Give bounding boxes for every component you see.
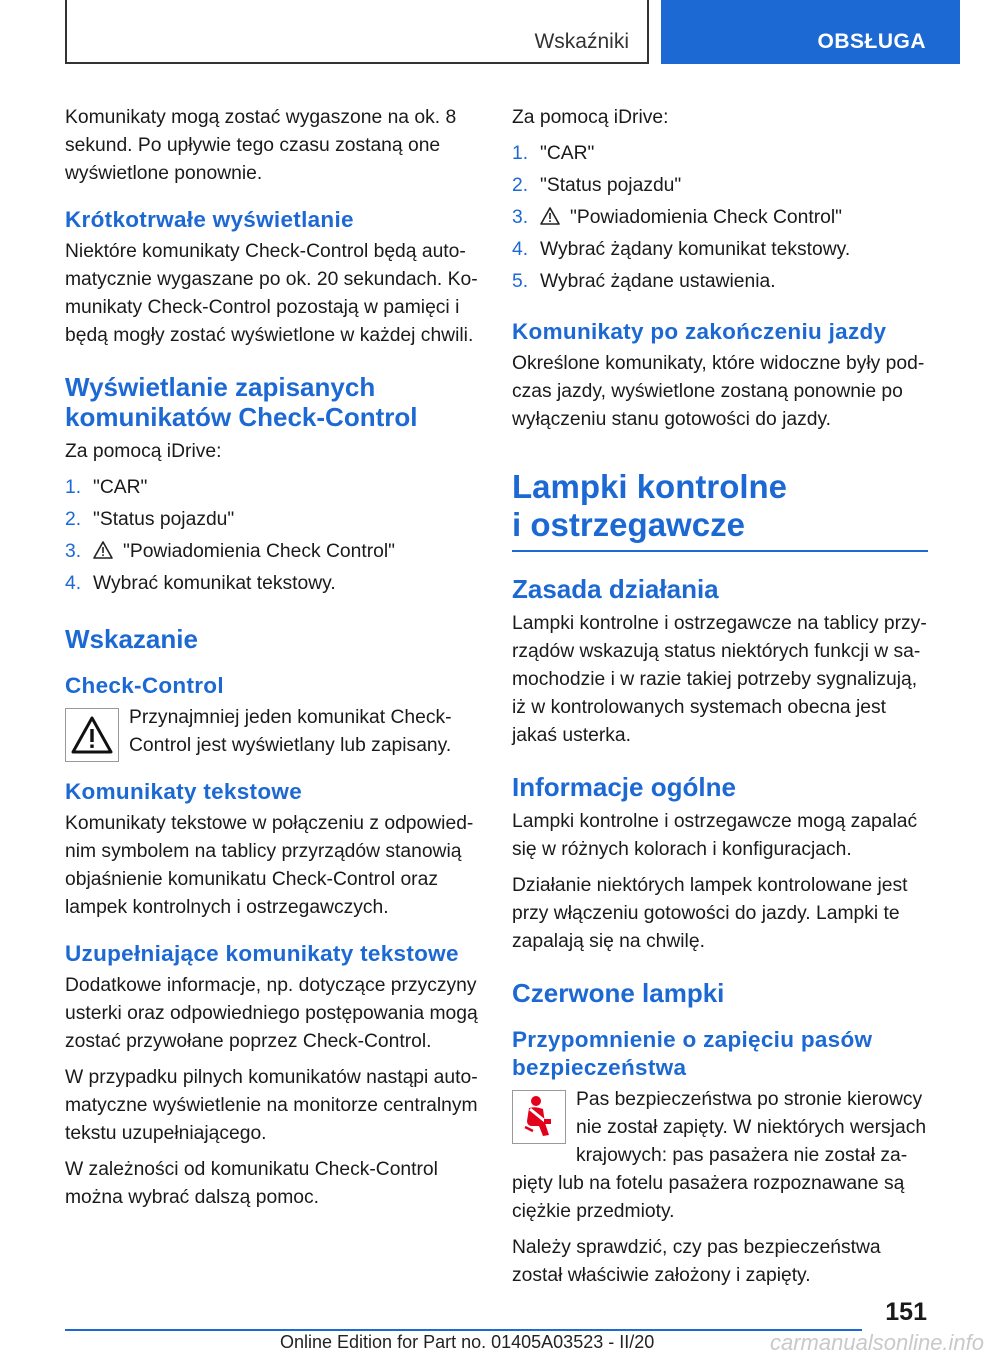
seatbelt-block [512, 1086, 928, 1226]
right-intro: Za pomocą iDrive: [512, 107, 669, 128]
step-number: 3. [512, 207, 529, 228]
step-text: "Powiadomienia Check Control" [570, 207, 842, 228]
heading-zapisane: Wyświetlanie zapisanych komunikatów Check-Control [65, 372, 418, 432]
list-item [512, 204, 928, 236]
heading-informacje-ogolne: Informacje ogólne [512, 772, 736, 802]
page-number: 151 [885, 1298, 927, 1326]
zapisane-intro: Za pomocą iDrive: [65, 441, 222, 462]
check-control-block [65, 704, 478, 760]
step-number: 2. [65, 509, 82, 530]
seatbelt-text: Pas bezpieczeństwa po stronie kierowcy nie został zapięty. W niektórych wersjach krajowych: pas pasażera nie został zapięty lub na fotelu pasażera rozpoznawane są ciężkie przedmioty. [512, 1089, 927, 1222]
chapter-tab [661, 0, 960, 64]
list-item [512, 268, 928, 300]
chapter-heading-line1: Lampki kontrolne [512, 468, 788, 505]
step-text: "Status pojazdu" [540, 175, 682, 196]
list-item [65, 474, 478, 506]
intro-paragraph: Komunikaty mogą zostać wygaszone na ok. 8 sekund. Po upływie tego czasu zostaną one wyświetlone ponownie. [65, 107, 457, 184]
footer-divider [65, 1329, 862, 1331]
seatbelt-icon [519, 1095, 559, 1139]
list-item [65, 538, 478, 570]
step-number: 3. [65, 541, 82, 562]
informacje-p2: Działanie niektórych lampek kontrolowane jest przy włączeniu gotowości do jazdy. Lampki te zapalają się na chwilę. [512, 875, 908, 952]
check-control-symbol [65, 708, 119, 762]
section-title: Wskaźniki [534, 30, 629, 53]
heading-komunikaty-tekstowe: Komunikaty tekstowe [65, 779, 303, 804]
heading-check-control: Check-Control [65, 673, 224, 698]
step-number: 2. [512, 175, 529, 196]
warning-triangle-icon [70, 715, 114, 755]
step-number: 5. [512, 271, 529, 292]
heading-po-zakonczeniu-jazdy: Komunikaty po zakończeniu jazdy [512, 319, 887, 344]
heading-czerwone-lampki: Czerwone lampki [512, 978, 725, 1008]
seatbelt-symbol [512, 1090, 566, 1144]
right-column [512, 104, 928, 1298]
seatbelt-p2: Należy sprawdzić, czy pas bezpieczeństwa został właściwie założony i zapięty. [512, 1237, 881, 1286]
zasada-text: Lampki kontrolne i ostrzegawcze na tablicy przyrządów wskazują status niektórych funkcji w samochodzie i w razie takiej potrzeby sygnalizują, iż w kontrolowanych systemach obecna jest jakaś usterka. [512, 613, 927, 746]
warning-triangle-icon [540, 207, 560, 225]
po-zakonczeniu-text: Określone komunikaty, które widoczne były podczas jazdy, wyświetlone zostaną ponownie po wyłączeniu stanu gotowości do jazdy. [512, 353, 925, 430]
heading-uzupelniajace: Uzupełniające komunikaty tekstowe [65, 941, 459, 966]
watermark: carmanualsonline.info [770, 1330, 984, 1355]
krotkotrwale-text: Niektóre komunikaty Check-Control będą automatycznie wygaszane po ok. 20 sekundach. Komunikaty Check-Control pozostają w pamięci i będą mogły zostać wyświetlone w każdej chwili. [65, 241, 478, 346]
step-text: "Powiadomienia Check Control" [123, 541, 395, 562]
list-item [65, 570, 478, 602]
footer-edition: Online Edition for Part no. 01405A03523 - II/20 [280, 1332, 655, 1352]
chapter-heading-lampki [512, 468, 928, 552]
step-number: 4. [65, 573, 82, 594]
heading-zasada-dzialania: Zasada działania [512, 574, 719, 604]
tekstowe-text: Komunikaty tekstowe w połączeniu z odpowiednim symbolem na tablicy przyrządów stanowią objaśnienie komunikatu Check-Control oraz lampek kontrolnych i ostrzegawczych. [65, 813, 474, 918]
step-text: Wybrać żądane ustawienia. [540, 271, 776, 292]
warning-triangle-icon [93, 541, 113, 559]
informacje-p1: Lampki kontrolne i ostrzegawcze mogą zapalać się w różnych kolorach i konfiguracjach. [512, 811, 918, 860]
steps-list-left [65, 474, 478, 602]
steps-list-right [512, 140, 928, 300]
uzupelniajace-p2: W przypadku pilnych komunikatów nastąpi automatyczne wyświetlenie na monitorze centralnym tekstu uzupełniającego. [65, 1067, 478, 1144]
list-item [65, 506, 478, 538]
step-text: "Status pojazdu" [93, 509, 235, 530]
step-text: Wybrać komunikat tekstowy. [93, 573, 336, 594]
chapter-tab-label: OBSŁUGA [817, 30, 926, 53]
left-column [65, 104, 478, 1220]
uzupelniajace-p3: W zależności od komunikatu Check-Control można wybrać dalszą pomoc. [65, 1159, 438, 1208]
step-text: Wybrać żądany komunikat tekstowy. [540, 239, 851, 260]
step-number: 4. [512, 239, 529, 260]
step-number: 1. [65, 477, 82, 498]
list-item [512, 140, 928, 172]
header-box [65, 0, 649, 64]
step-number: 1. [512, 143, 529, 164]
heading-wskazanie: Wskazanie [65, 624, 198, 654]
step-text: "CAR" [540, 143, 595, 164]
list-item [512, 236, 928, 268]
step-text: "CAR" [93, 477, 148, 498]
uzupelniajace-p1: Dodatkowe informacje, np. dotyczące przyczyny usterki oraz odpowiedniego postępowania mogą zostać przywołane poprzez Check-Control. [65, 975, 478, 1052]
check-control-text: Przynajmniej jeden komunikat Check-Control jest wyświetlany lub zapisany. [129, 707, 452, 756]
heading-krotkotrwale: Krótkotrwałe wyświetlanie [65, 207, 354, 232]
chapter-heading-line2: i ostrzegawcze [512, 506, 745, 543]
heading-przypomnienie-pasy: Przypomnienie o zapięciu pasów bezpieczeństwa [512, 1027, 873, 1080]
list-item [512, 172, 928, 204]
